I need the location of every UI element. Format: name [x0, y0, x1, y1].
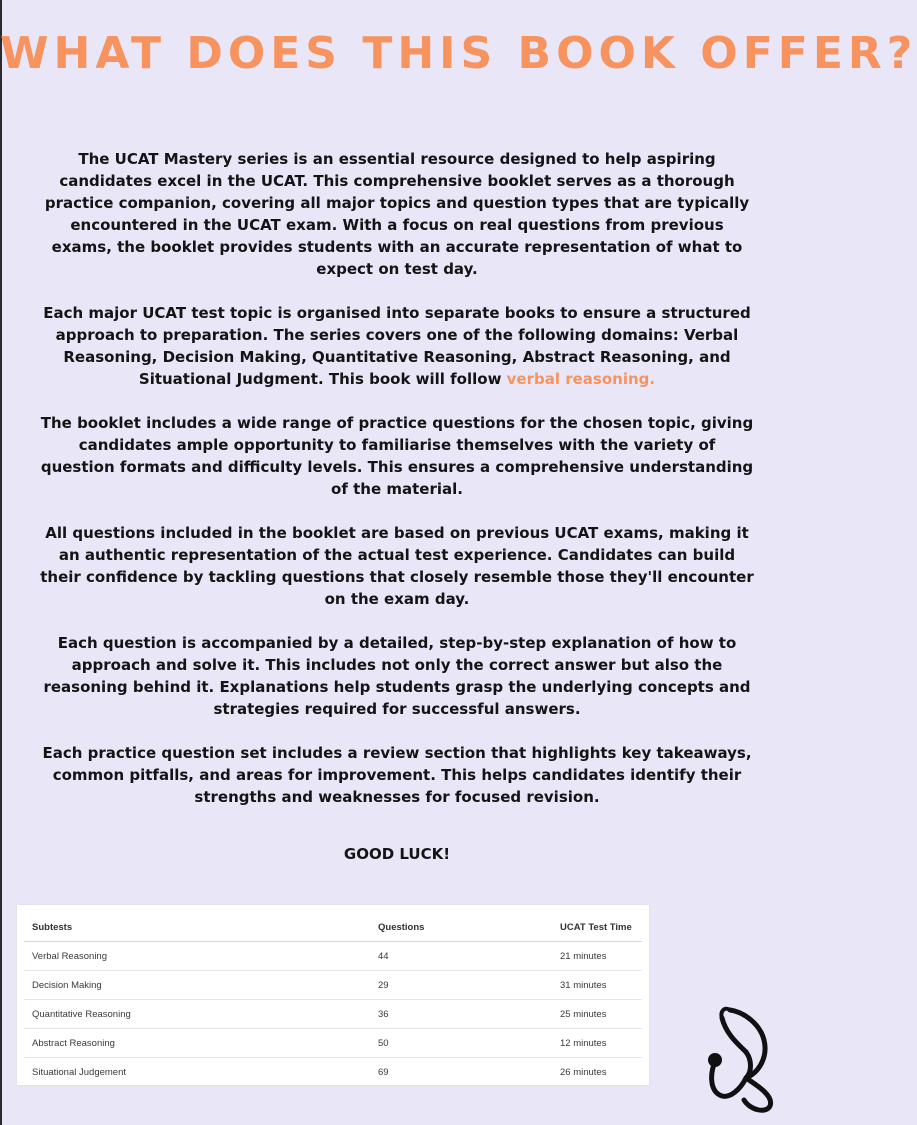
cell-subtest: Verbal Reasoning: [24, 942, 370, 971]
cell-questions: 50: [370, 1029, 552, 1058]
table-header-row: [24, 913, 642, 942]
table-row: [24, 942, 642, 971]
cell-subtest: Decision Making: [24, 971, 370, 1000]
cell-time: 26 minutes: [552, 1058, 642, 1087]
cell-time: 21 minutes: [552, 942, 642, 971]
cell-questions: 29: [370, 971, 552, 1000]
stethoscope-icon: [700, 1000, 784, 1115]
cell-subtest: Quantitative Reasoning: [24, 1000, 370, 1029]
table-row: [24, 1000, 642, 1029]
cell-questions: 36: [370, 1000, 552, 1029]
paragraph-authenticity: All questions included in the booklet are based on previous UCAT exams, making it an authentic representation of the actual test experience. Candidates can build their confidence by tackling questions that closely resemble those they'll encounter on the exam day.: [40, 524, 754, 608]
paragraph-review-section: Each practice question set includes a review section that highlights key takeaways, common pitfalls, and areas for improvement. This helps candidates identify their strengths and weaknesses for focused revision.: [42, 744, 752, 806]
paragraph-practice-questions: The booklet includes a wide range of practice questions for the chosen topic, giving candidates ample opportunity to familiarise themselves with the variety of question formats and difficulty levels. This ensures a comprehensive understanding of the material.: [40, 414, 754, 498]
cell-subtest: Situational Judgement: [24, 1058, 370, 1087]
table-row: [24, 971, 642, 1000]
cell-time: 31 minutes: [552, 971, 642, 1000]
page-title: WHAT DOES THIS BOOK OFFER?: [0, 28, 917, 79]
intro-text: [40, 148, 754, 887]
header-test-time: UCAT Test Time: [552, 913, 642, 942]
paragraph-domains: [40, 302, 754, 390]
table-row: [24, 1058, 642, 1087]
paragraph-domains-text: Each major UCAT test topic is organised into separate books to ensure a structured approach to preparation. The series covers one of the following domains: Verbal Reasoning, Decision Making, Quantitative Reasoning, Abstract Reasoning, and Situational Judgment. This book will follow: [43, 304, 751, 388]
table-row: [24, 1029, 642, 1058]
header-subtests: Subtests: [24, 913, 370, 942]
page-left-border: [0, 0, 2, 1125]
paragraph-explanations: Each question is accompanied by a detailed, step-by-step explanation of how to approach and solve it. This includes not only the correct answer but also the reasoning behind it. Explanations help students grasp the underlying concepts and strategies required for successful answers.: [43, 634, 751, 718]
cell-questions: 44: [370, 942, 552, 971]
good-luck-text: GOOD LUCK!: [343, 845, 451, 863]
paragraph-series-overview: The UCAT Mastery series is an essential resource designed to help aspiring candidates excel in the UCAT. This comprehensive booklet serves as a thorough practice companion, covering all major topics and question types that are typically encountered in the UCAT exam. With a focus on real questions from previous exams, the booklet provides students with an accurate representation of what to expect on test day.: [44, 150, 750, 278]
header-questions: Questions: [370, 913, 552, 942]
subtests-table-card: [17, 905, 649, 1085]
cell-subtest: Abstract Reasoning: [24, 1029, 370, 1058]
subtests-table: [24, 913, 642, 1087]
cell-time: 25 minutes: [552, 1000, 642, 1029]
cell-time: 12 minutes: [552, 1029, 642, 1058]
cell-questions: 69: [370, 1058, 552, 1087]
highlight-verbal-reasoning: verbal reasoning.: [506, 370, 656, 388]
